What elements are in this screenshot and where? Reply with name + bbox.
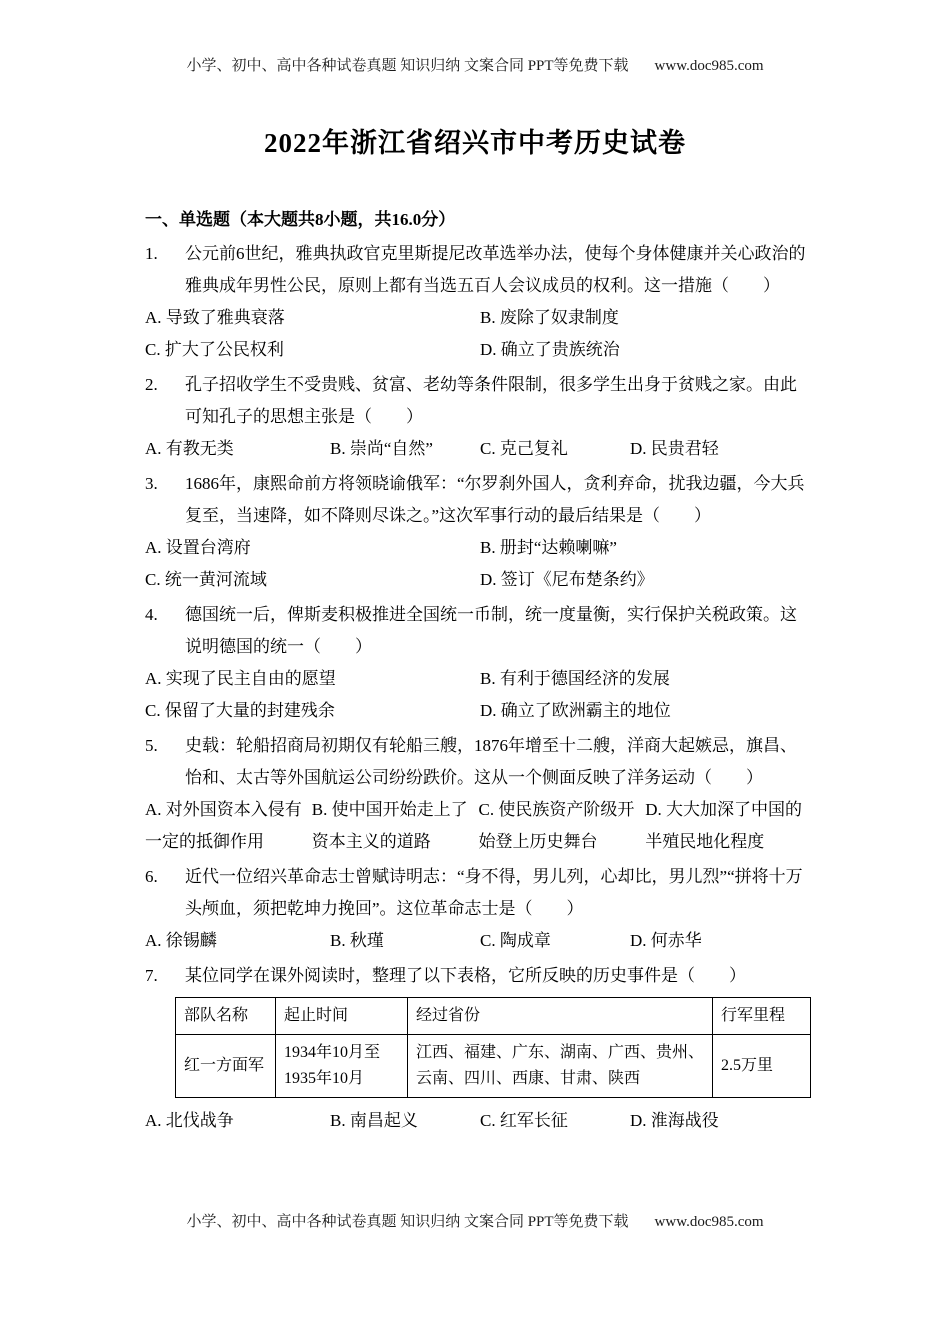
question-stem: 德国统一后，俾斯麦积极推进全国统一币制，统一度量衡，实行保护关税政策。这说明德国的统一（ ） — [185, 605, 797, 656]
option-d: D. 何赤华 — [630, 931, 702, 950]
table-header-time: 起止时间 — [276, 998, 408, 1035]
table-cell-time: 1934年10月至1935年10月 — [276, 1035, 408, 1098]
question-7 — [145, 960, 812, 1137]
table-cell-unit: 红一方面军 — [176, 1035, 276, 1098]
question-number: 1. — [145, 244, 158, 263]
question-stem: 孔子招收学生不受贵贱、贫富、老幼等条件限制，很多学生出身于贫贱之家。由此可知孔子的思想主张是（ ） — [185, 375, 797, 426]
option-a: A. 徐锡麟 — [145, 931, 217, 950]
option-d: D. 淮海战役 — [630, 1111, 719, 1130]
option-a: A. 北伐战争 — [145, 1111, 234, 1130]
option-b: B. 册封“达赖喇嘛” — [480, 538, 617, 557]
option-c: C. 克己复礼 — [480, 439, 568, 458]
question-2 — [145, 369, 812, 465]
question-1 — [145, 238, 812, 366]
option-c: C. 统一黄河流域 — [145, 570, 267, 589]
option-c: C. 扩大了公民权利 — [145, 340, 284, 359]
option-d: D. 签订《尼布楚条约》 — [480, 570, 654, 589]
table-cell-distance: 2.5万里 — [713, 1035, 811, 1098]
option-a: A. 导致了雅典衰落 — [145, 308, 285, 327]
table-cell-provinces: 江西、福建、广东、湖南、广西、贵州、云南、四川、西康、甘肃、陕西 — [408, 1035, 713, 1098]
option-b: B. 秋瑾 — [330, 931, 384, 950]
option-a: A. 实现了民主自由的愿望 — [145, 669, 336, 688]
option-d: D. 确立了欧洲霸主的地位 — [480, 701, 671, 720]
option-a: A. 设置台湾府 — [145, 538, 251, 557]
question-3 — [145, 468, 812, 596]
option-c: C. 保留了大量的封建残余 — [145, 701, 335, 720]
question-number: 7. — [145, 966, 158, 985]
exam-content — [145, 204, 812, 1137]
option-b: B. 崇尚“自然” — [330, 439, 433, 458]
option-d: D. 确立了贵族统治 — [480, 340, 620, 359]
question-4 — [145, 599, 812, 727]
question-5 — [145, 730, 812, 858]
page-title: 2022年浙江省绍兴市中考历史试卷 — [264, 128, 686, 158]
option-c: C. 红军长征 — [480, 1111, 568, 1130]
footer-url-link[interactable]: www.doc985.com — [654, 1214, 764, 1230]
question-6 — [145, 861, 812, 957]
question-number: 4. — [145, 605, 158, 624]
option-b: B. 使中国开始走上了资本主义的道路 — [311, 800, 468, 851]
option-d: D. 大大加深了中国的半殖民地化程度 — [645, 800, 803, 851]
table-header-unit: 部队名称 — [176, 998, 276, 1035]
table-header-distance: 行军里程 — [713, 998, 811, 1035]
table-header-row — [176, 998, 811, 1035]
option-b: B. 有利于德国经济的发展 — [480, 669, 670, 688]
section-heading: 一、单选题（本大题共8小题，共16.0分） — [145, 210, 456, 229]
question-stem: 近代一位绍兴革命志士曾赋诗明志：“身不得，男儿列，心却比，男儿烈”“拼将十万头颅血，须把乾坤力挽回”。这位革命志士是（ ） — [185, 867, 803, 918]
question-stem: 1686年，康熙命前方将领晓谕俄军：“尔罗刹外国人，贪利弃命，扰我边疆，今大兵复至，当速降，如不降则尽诛之。”这次军事行动的最后结果是（ ） — [185, 474, 805, 525]
question-stem: 某位同学在课外阅读时，整理了以下表格，它所反映的历史事件是（ ） — [185, 966, 746, 985]
long-march-table — [175, 997, 811, 1098]
option-b: B. 南昌起义 — [330, 1111, 418, 1130]
option-c: C. 陶成章 — [480, 931, 551, 950]
option-c: C. 使民族资产阶级开始登上历史舞台 — [478, 800, 635, 851]
option-b: B. 废除了奴隶制度 — [480, 308, 619, 327]
footer-text: 小学、初中、高中各种试卷真题 知识归纳 文案合同 PPT等免费下载 — [186, 1214, 629, 1230]
doc-footer — [0, 1210, 950, 1231]
question-number: 2. — [145, 375, 158, 394]
option-a: A. 对外国资本入侵有一定的抵御作用 — [145, 800, 302, 851]
option-d: D. 民贵君轻 — [630, 439, 719, 458]
question-number: 6. — [145, 867, 158, 886]
question-stem: 公元前6世纪，雅典执政官克里斯提尼改革选举办法，使每个身体健康并关心政治的雅典成年男性公民，原则上都有当选五百人会议成员的权利。这一措施（ ） — [185, 244, 806, 295]
question-number: 3. — [145, 474, 158, 493]
question-number: 5. — [145, 736, 158, 755]
table-header-provinces: 经过省份 — [408, 998, 713, 1035]
doc-header — [0, 0, 950, 75]
header-text: 小学、初中、高中各种试卷真题 知识归纳 文案合同 PPT等免费下载 — [186, 58, 629, 74]
option-a: A. 有教无类 — [145, 439, 234, 458]
table-row — [176, 1035, 811, 1098]
header-url-link[interactable]: www.doc985.com — [654, 58, 764, 74]
question-stem: 史载：轮船招商局初期仅有轮船三艘，1876年增至十二艘，洋商大起嫉忌，旗昌、怡和、太古等外国航运公司纷纷跌价。这从一个侧面反映了洋务运动（ ） — [185, 736, 797, 787]
